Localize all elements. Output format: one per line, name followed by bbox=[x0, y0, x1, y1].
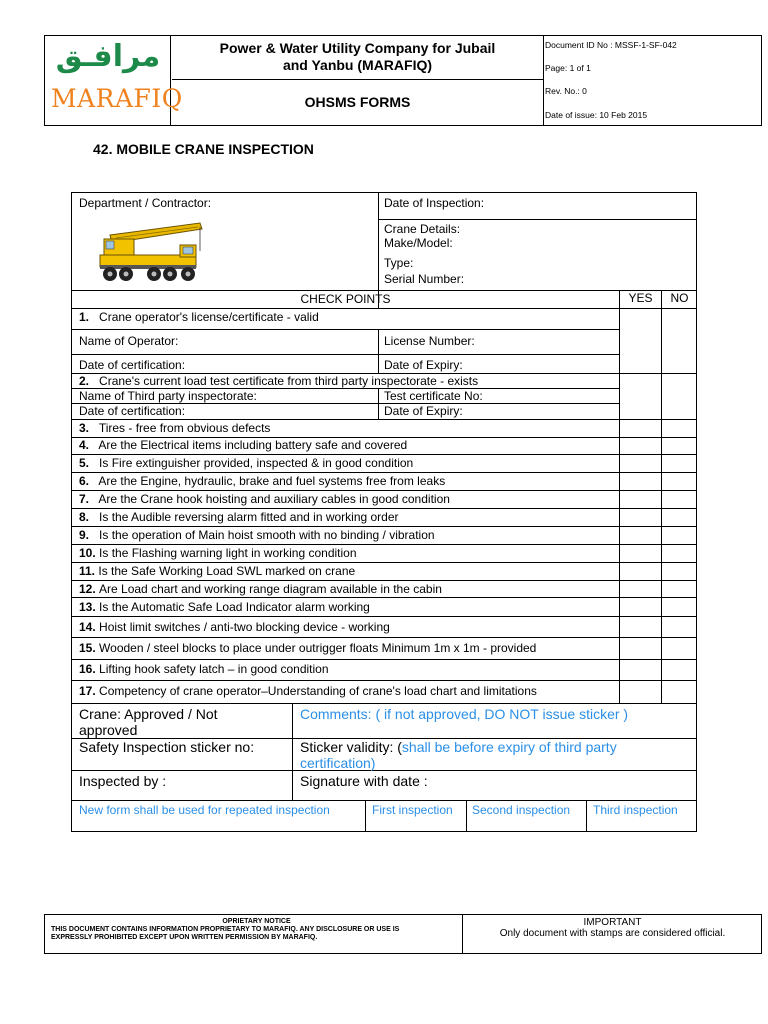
row-divider bbox=[72, 526, 697, 527]
checklist-item bbox=[79, 456, 413, 470]
type-label: Type: bbox=[384, 256, 414, 270]
inspection-table bbox=[71, 192, 697, 832]
checklist-item bbox=[79, 564, 355, 578]
item-number: 7. bbox=[79, 492, 90, 506]
item-number: 2. bbox=[79, 374, 90, 388]
sticker-validity-note: shall be before expiry of third party bbox=[401, 739, 617, 755]
checklist-item bbox=[79, 492, 450, 506]
item-text: Is the Automatic Safe Load Indicator alarm working bbox=[99, 600, 370, 614]
proprietary-notice-line1: THIS DOCUMENT CONTAINS INFORMATION PROPRIETARY TO MARAFIQ. ANY DISCLOSURE OR USE IS bbox=[51, 926, 400, 933]
item-number: 6. bbox=[79, 474, 90, 488]
check-points-header: CHECK POINTS bbox=[300, 292, 391, 306]
company-name bbox=[172, 36, 544, 80]
test-certificate-label: Test certificate No: bbox=[384, 389, 483, 403]
item-text: Is the Safe Working Load SWL marked on crane bbox=[98, 564, 356, 578]
item-number: 13. bbox=[79, 600, 96, 614]
sticker-validity bbox=[300, 739, 617, 755]
item-text: Lifting hook safety latch – in good condition bbox=[99, 662, 329, 676]
item-number: 15. bbox=[79, 641, 96, 655]
crane-approval-line2: approved bbox=[79, 722, 138, 738]
date-of-expiry-label: Date of Expiry: bbox=[384, 358, 463, 372]
logo-latin-text: MARAFIQ bbox=[51, 84, 183, 113]
item-text: Are the Electrical items including battery safe and covered bbox=[98, 438, 408, 452]
row-divider bbox=[72, 616, 697, 617]
mobile-crane-icon bbox=[96, 221, 208, 285]
item-number: 10. bbox=[79, 546, 96, 560]
item-text: Hoist limit switches / anti-two blocking device - working bbox=[99, 620, 390, 634]
ohsms-forms-label: OHSMS FORMS bbox=[172, 80, 544, 125]
checklist-item bbox=[79, 310, 319, 324]
row-divider bbox=[72, 703, 697, 704]
row-divider bbox=[72, 680, 697, 681]
item-number: 12. bbox=[79, 582, 96, 596]
second-inspection-label: Second inspection bbox=[472, 803, 571, 817]
item-text: Competency of crane operator–Understanding of crane's load chart and limitations bbox=[99, 684, 537, 698]
item-number: 11. bbox=[79, 564, 96, 578]
row-divider bbox=[72, 472, 697, 473]
item-number: 5. bbox=[79, 456, 90, 470]
column-divider bbox=[378, 329, 379, 373]
name-of-operator-label: Name of Operator: bbox=[79, 334, 179, 348]
row-divider bbox=[72, 419, 697, 420]
column-divider bbox=[586, 800, 587, 832]
date-of-issue: Date of issue: 10 Feb 2015 bbox=[545, 110, 648, 120]
row-divider bbox=[72, 770, 697, 771]
yes-column-header: YES bbox=[628, 291, 653, 305]
item-text: Is the Flashing warning light in working condition bbox=[99, 546, 357, 560]
item-text: Is Fire extinguisher provided, inspected & in good condition bbox=[99, 456, 414, 470]
checklist-item bbox=[79, 374, 478, 388]
row-divider bbox=[72, 508, 697, 509]
row-divider bbox=[72, 544, 697, 545]
page-number: Page: 1 of 1 bbox=[545, 63, 591, 73]
sticker-validity-label: Sticker validity: ( bbox=[300, 739, 402, 755]
checklist-item bbox=[79, 620, 390, 634]
column-divider bbox=[466, 800, 467, 832]
column-divider bbox=[619, 290, 620, 703]
row-divider bbox=[72, 354, 619, 355]
crane-details-label: Crane Details: bbox=[384, 222, 461, 236]
row-divider bbox=[72, 308, 697, 309]
item-number: 1. bbox=[79, 310, 90, 324]
column-divider bbox=[365, 800, 366, 832]
document-id: Document ID No : MSSF-1-SF-042 bbox=[545, 40, 677, 50]
item-number: 17. bbox=[79, 684, 96, 698]
checklist-item bbox=[79, 421, 270, 435]
comments-note: Comments: ( if not approved, DO NOT issue sticker ) bbox=[300, 706, 629, 722]
item-text: Wooden / steel blocks to place under outrigger floats Minimum 1m x 1m - provided bbox=[99, 641, 537, 655]
proprietary-notice bbox=[45, 915, 463, 953]
item-number: 3. bbox=[79, 421, 90, 435]
date-of-certification-label: Date of certification: bbox=[79, 404, 186, 418]
document-header bbox=[44, 35, 762, 126]
item-text: Is the Audible reversing alarm fitted and in working order bbox=[99, 510, 399, 524]
row-divider bbox=[72, 490, 697, 491]
third-party-inspectorate-label: Name of Third party inspectorate: bbox=[79, 389, 257, 403]
checklist-item bbox=[79, 600, 370, 614]
item-text: Are the Crane hook hoisting and auxiliary cables in good condition bbox=[98, 492, 450, 506]
item-text: Are Load chart and working range diagram available in the cabin bbox=[99, 582, 442, 596]
row-divider bbox=[72, 290, 697, 291]
column-divider bbox=[292, 703, 293, 800]
checklist-item bbox=[79, 510, 399, 524]
item-number: 9. bbox=[79, 528, 90, 542]
row-divider bbox=[72, 454, 697, 455]
sticker-validity-note-cont: certification) bbox=[300, 755, 376, 771]
row-divider bbox=[72, 562, 697, 563]
revision-number: Rev. No.: 0 bbox=[545, 86, 587, 96]
checklist-item bbox=[79, 662, 329, 676]
important-notice-text: Only document with stamps are considered official. bbox=[499, 928, 726, 939]
third-inspection-label: Third inspection bbox=[593, 803, 678, 817]
serial-number-label: Serial Number: bbox=[384, 272, 465, 286]
company-name-line2: and Yanbu (MARAFIQ) bbox=[282, 57, 433, 73]
row-divider bbox=[72, 580, 697, 581]
checklist-item bbox=[79, 528, 435, 542]
item-text: Crane operator's license/certificate - valid bbox=[99, 310, 319, 324]
proprietary-notice-line2: EXPRESSLY PROHIBITED EXCEPT UPON WRITTEN PERMISSION BY MARAFIQ. bbox=[51, 934, 318, 941]
row-divider bbox=[72, 800, 697, 801]
column-divider bbox=[661, 290, 662, 703]
logo-arabic-text: مرافـق bbox=[55, 39, 161, 74]
document-footer bbox=[44, 914, 762, 954]
company-name-line1: Power & Water Utility Company for Jubail bbox=[219, 40, 496, 56]
item-number: 16. bbox=[79, 662, 96, 676]
inspected-by-label: Inspected by : bbox=[79, 773, 167, 789]
make-model-label: Make/Model: bbox=[384, 236, 453, 250]
form-title: 42. MOBILE CRANE INSPECTION bbox=[93, 141, 314, 157]
row-divider bbox=[72, 329, 619, 330]
no-column-header: NO bbox=[670, 291, 689, 305]
signature-with-date-label: Signature with date : bbox=[300, 773, 428, 789]
row-divider bbox=[72, 659, 697, 660]
row-divider bbox=[72, 597, 697, 598]
date-of-expiry-label: Date of Expiry: bbox=[384, 404, 463, 418]
proprietary-notice-title: OPRIETARY NOTICE bbox=[222, 918, 291, 925]
department-contractor-label: Department / Contractor: bbox=[79, 196, 212, 210]
crane-approval-line1: Crane: Approved / Not bbox=[79, 706, 218, 722]
marafiq-logo bbox=[45, 36, 183, 125]
crane-approval-status bbox=[79, 706, 218, 738]
item-text: Crane's current load test certificate from third party inspectorate - exists bbox=[99, 374, 479, 388]
item-number: 4. bbox=[79, 438, 90, 452]
safety-sticker-number-label: Safety Inspection sticker no: bbox=[79, 739, 255, 755]
checklist-item bbox=[79, 438, 407, 452]
column-divider bbox=[378, 193, 379, 308]
checklist-item bbox=[79, 582, 442, 596]
item-text: Are the Engine, hydraulic, brake and fuel systems free from leaks bbox=[98, 474, 446, 488]
checklist-item bbox=[79, 641, 536, 655]
item-number: 8. bbox=[79, 510, 90, 524]
checklist-item bbox=[79, 684, 537, 698]
row-divider bbox=[72, 637, 697, 638]
checklist-item bbox=[79, 546, 357, 560]
first-inspection-label: First inspection bbox=[372, 803, 453, 817]
item-text: Tires - free from obvious defects bbox=[98, 421, 271, 435]
important-notice bbox=[464, 915, 761, 953]
item-number: 14. bbox=[79, 620, 96, 634]
column-divider bbox=[378, 388, 379, 419]
date-of-certification-label: Date of certification: bbox=[79, 358, 186, 372]
date-of-inspection-label: Date of Inspection: bbox=[384, 196, 485, 210]
row-divider bbox=[379, 219, 697, 220]
important-notice-title: IMPORTANT bbox=[583, 917, 642, 928]
new-form-note: New form shall be used for repeated inspection bbox=[79, 803, 330, 817]
item-text: Is the operation of Main hoist smooth with no binding / vibration bbox=[99, 528, 435, 542]
license-number-label: License Number: bbox=[384, 334, 475, 348]
checklist-item bbox=[79, 474, 445, 488]
